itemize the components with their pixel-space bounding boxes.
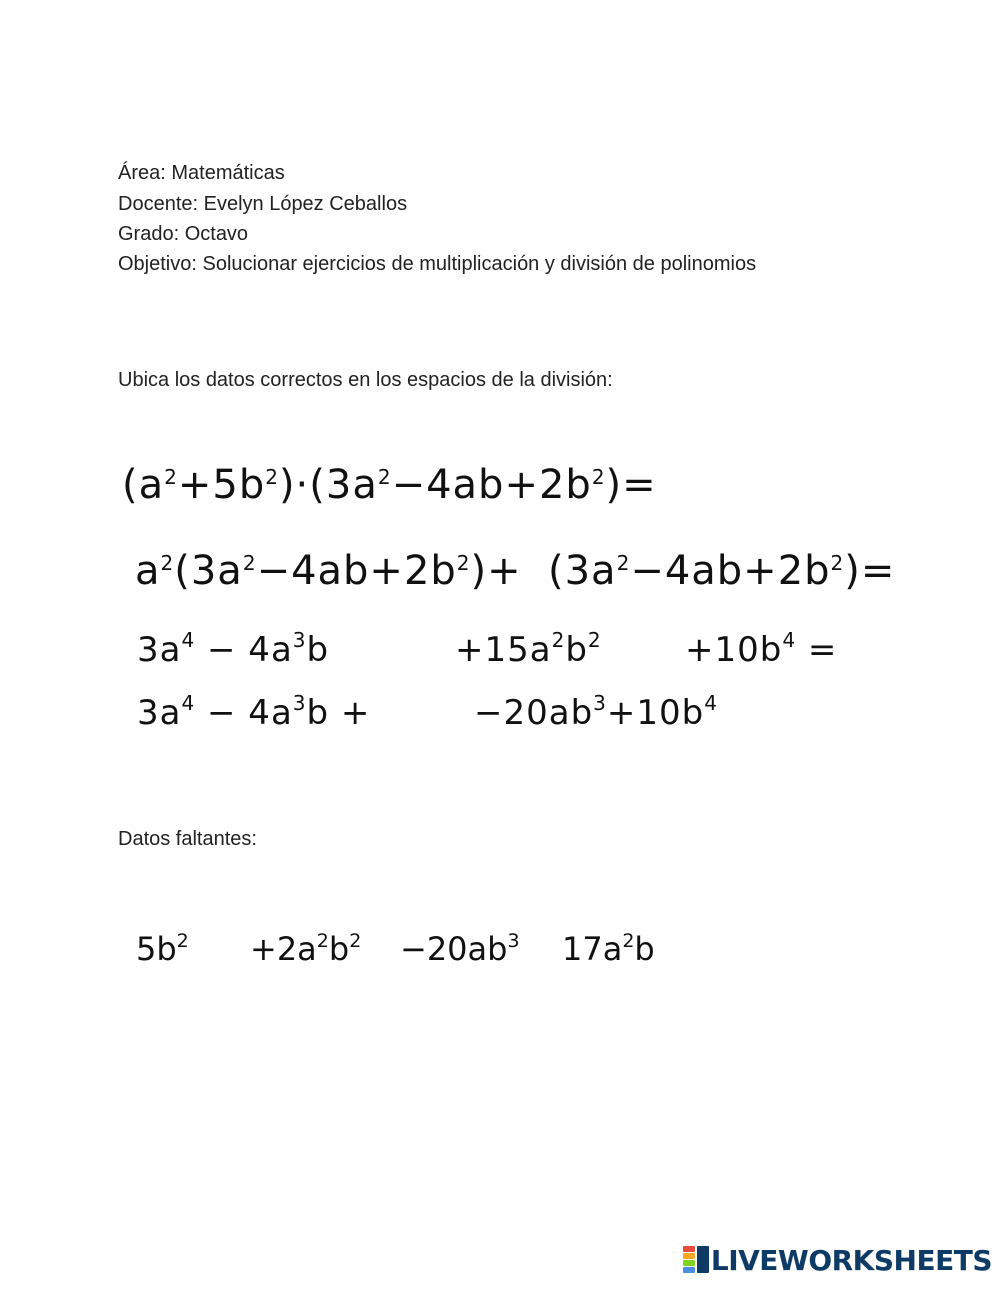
exercise-line-3c: $+10b^4$ = [685,628,838,670]
exercise-line-2a: $a^2(3a^2-4ab+2b^2)+$ [135,548,522,594]
exercise-line-3b: $+15a^2b^2$ [455,628,602,670]
subject-line: Área: Matemáticas [118,162,285,184]
answer-option-17a2b[interactable]: $17a^2b$ [562,930,655,968]
exercise-line-2b: $(3a^2-4ab+2b^2)=$ [548,548,896,594]
liveworksheets-logo-icon [683,1246,709,1274]
exercise-line-3a: $3a^4 - 4a^3b$ [137,628,330,670]
teacher-line: Docente: Evelyn López Ceballos [118,193,408,215]
missing-data-label: Datos faltantes: [118,828,257,850]
exercise-line-1: $(a^2+5b^2)\cdot(3a^2-4ab+2b^2)=$ [122,462,657,508]
liveworksheets-logo [683,1243,992,1277]
objective-line: Objetivo: Solucionar ejercicios de multiplicación y división de polinomios [118,253,757,275]
grade-line: Grado: Octavo [118,223,249,245]
exercise-line-4a: $3a^4 - 4a^3b$ + [137,691,371,733]
answer-option-2a2b2[interactable]: $+2a^2b^2$ [250,930,362,968]
instruction-text: Ubica los datos correctos en los espacios de la división: [118,369,613,391]
exercise-line-4b: $-20ab^3+10b^4$ [474,691,718,733]
answer-option-20ab3[interactable]: $-20ab^3$ [400,930,520,968]
answer-option-5b2[interactable]: $5b^2$ [136,930,189,968]
liveworksheets-logo-text: LIVEWORKSHEETS [710,1243,992,1277]
